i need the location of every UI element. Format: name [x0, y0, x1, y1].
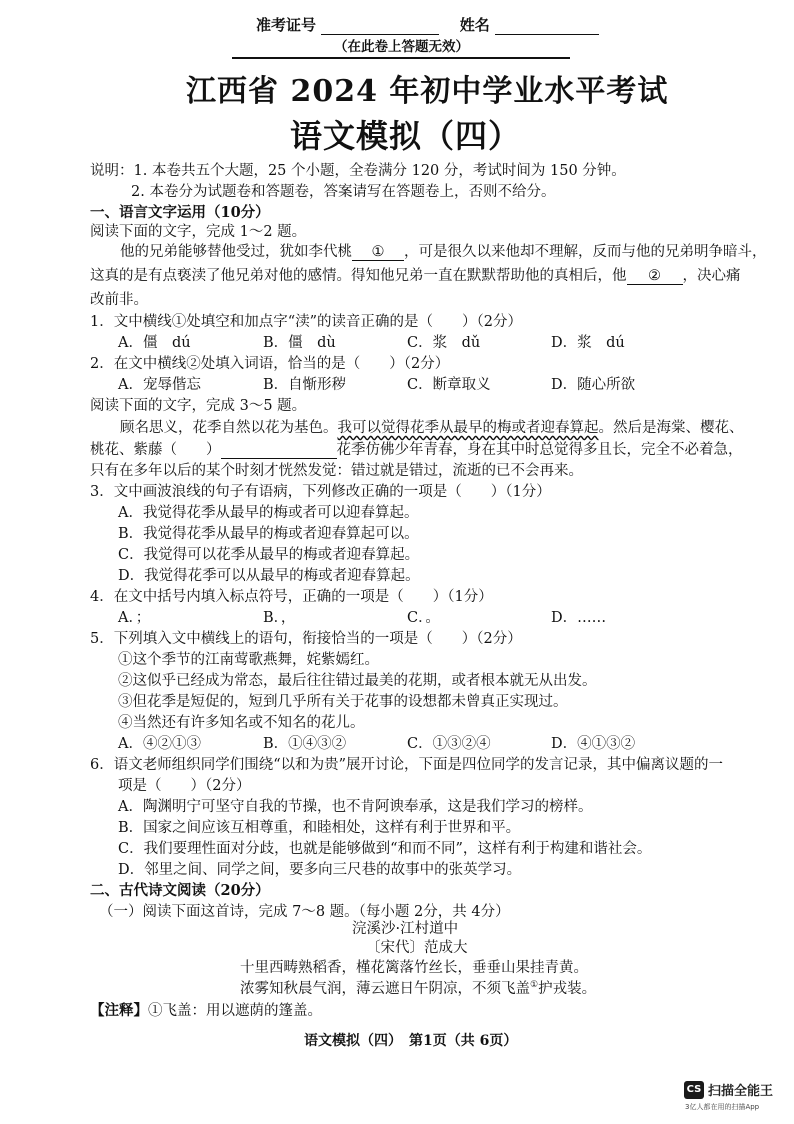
- section2-intro: （一）阅读下面这首诗，完成 7～8 题。（每小题 2分，共 4分）: [99, 904, 510, 920]
- wavy-sentence: 我可以觉得花季从最早的梅或者迎春算起: [337, 420, 599, 436]
- annotation: 【注释】①飞盖：用以遮荫的篷盖。: [90, 1002, 322, 1019]
- q5-item-3: ③但花季是短促的，短到几乎所有关于花事的设想都未曾真正实现过。: [118, 694, 568, 710]
- poem-author: 〔宋代〕范成大: [366, 940, 468, 956]
- q3-option-b: B．我觉得花季从最早的梅或者迎春算起可以。: [118, 526, 419, 542]
- q6-option-a: A．陶渊明宁可坚守自我的节操，也不肯阿谀奉承，这是我们学习的榜样。: [118, 799, 593, 815]
- passage2-line2: 桃花、紫藤（ ） 花季仿佛少年青春，身在其中时总觉得多且长，完全不必着急，: [90, 442, 743, 458]
- exam-title: 江西省 2024 年初中学业水平考试: [186, 74, 669, 109]
- scanner-logo: CS: [684, 1081, 704, 1099]
- q4-option-d: D．……: [551, 610, 607, 626]
- q6-option-b: B．国家之间应该互相尊重，和睦相处，这样有利于世界和平。: [118, 820, 521, 836]
- passage2-line1: 顾名思义，花季自然以花为基色。我可以觉得花季从最早的梅或者迎春算起。然后是海棠、樱花、: [120, 420, 744, 436]
- q5-option-a: A．④②①③: [118, 736, 201, 752]
- passage2-blank: [221, 443, 337, 459]
- q5-option-c: C．①③②④: [407, 736, 491, 752]
- section1-intro1: 阅读下面的文字，完成 1～2 题。: [90, 224, 307, 240]
- q4-stem: 4．在文中括号内填入标点符号，正确的一项是（ ）（1分）: [90, 589, 493, 605]
- q1-option-d: D．浆 dú: [551, 335, 625, 351]
- q2-stem: 2．在文中横线②处填入词语，恰当的是（ ）（2分）: [90, 356, 450, 372]
- q3-stem: 3．文中画波浪线的句子有语病，下列修改正确的一项是（ ）（1分）: [90, 484, 551, 500]
- page-footer: 语文模拟（四） 第1页（共 6页）: [304, 1033, 518, 1049]
- q2-option-a: A．宠辱偕忘: [118, 377, 201, 393]
- q5-option-b: B．①④③②: [263, 736, 347, 752]
- instruction-line-2: 2. 本卷分为试题卷和答题卷，答案请写在答题卷上，否则不给分。: [131, 184, 556, 200]
- q3-option-d: D．我觉得花季可以从最早的梅或者迎春算起。: [118, 568, 420, 584]
- q5-stem: 5．下列填入文中横线上的语句，衔接恰当的一项是（ ）（2分）: [90, 631, 522, 647]
- passage2-line3: 只有在多年以后的某个时刻才恍然发觉：错过就是错过，流逝的已不会再来。: [90, 463, 583, 479]
- q6-option-c: C．我们要理性面对分歧，也就是能够做到“和而不同”，这样有利于构建和谐社会。: [118, 841, 652, 857]
- instruction-line-1: 说明：1. 本卷共五个大题，25 个小题，全卷满分 120 分，考试时间为 150 分钟。: [90, 163, 626, 179]
- admission-label: 准考证号: [256, 16, 317, 34]
- poem-line-1: 十里西畴熟稻香，槿花篱落竹丝长，垂垂山果挂青黄。: [240, 960, 588, 976]
- q3-option-c: C．我觉得可以花季从最早的梅或者迎春算起。: [118, 547, 420, 563]
- header-divider: [232, 57, 570, 59]
- blank-2: ②: [627, 268, 683, 285]
- answer-notice: （在此卷上答题无效）: [334, 39, 469, 55]
- q5-item-2: ②这似乎已经成为常态，最后往往错过最美的花期，或者根本就无从出发。: [118, 673, 597, 689]
- q2-option-b: B．自惭形秽: [263, 377, 347, 393]
- q1-option-a: A．僵 dú: [118, 335, 191, 351]
- q5-item-4: ④当然还有许多知名或不知名的花儿。: [118, 715, 365, 731]
- q3-option-a: A．我觉得花季从最早的梅或者可以迎春算起。: [118, 505, 419, 521]
- scanner-tagline: 3亿人都在用的扫描App: [685, 1103, 760, 1111]
- q2-option-c: C．断章取义: [407, 377, 491, 393]
- scanner-name: 扫描全能王: [708, 1084, 774, 1099]
- passage1-line2: 这真的是有点亵渎了他兄弟对他的感情。得知他兄弟一直在默默帮助他的真相后，他 ② ，决心痛: [90, 268, 741, 284]
- q2-option-d: D．随心所欲: [551, 377, 636, 393]
- poem-title: 浣溪沙·江村道中: [352, 921, 459, 937]
- poem-line-2: 浓雾知秋晨气润，薄云遮日午阴凉，不须飞盖①护戎装。: [240, 980, 597, 997]
- section1-intro2: 阅读下面的文字，完成 3～5 题。: [90, 398, 307, 414]
- q1-option-c: C．浆 dǔ: [407, 335, 481, 351]
- q4-option-b: B．，: [263, 610, 296, 626]
- section1-heading: 一、语言文字运用（10分）: [90, 204, 270, 221]
- q1-stem: 1．文中横线①处填空和加点字“渎”的读音正确的是（ ）（2分）: [90, 314, 523, 330]
- passage1-line1: 他的兄弟能够替他受过，犹如李代桃 ① ，可是很久以来他却不理解，反而与他的兄弟明争暗斗，: [120, 244, 767, 260]
- name-label: 姓名: [459, 16, 490, 34]
- q4-option-c: C．。: [407, 610, 440, 626]
- q5-option-d: D．④①③②: [551, 736, 636, 752]
- blank-1: ①: [352, 244, 404, 261]
- passage1-line3: 改前非。: [90, 292, 148, 308]
- q1-option-b: B．僵 dù: [263, 335, 336, 351]
- q6-stem-1: 6．语文老师组织同学们围绕“以和为贵”展开讨论，下面是四位同学的发言记录，其中偏离议题的一: [90, 757, 724, 773]
- q6-stem-2: 项是（ ）（2分）: [118, 778, 251, 794]
- q5-item-1: ①这个季节的江南莺歌燕舞，姹紫嫣红。: [118, 652, 379, 668]
- q4-option-a: A．；: [118, 610, 151, 626]
- exam-subtitle: 语文模拟（四）: [290, 117, 522, 155]
- q6-option-d: D．邻里之间、同学之间，要多向三尺巷的故事中的张英学习。: [118, 862, 522, 878]
- section2-heading: 二、古代诗文阅读（20分）: [90, 882, 270, 899]
